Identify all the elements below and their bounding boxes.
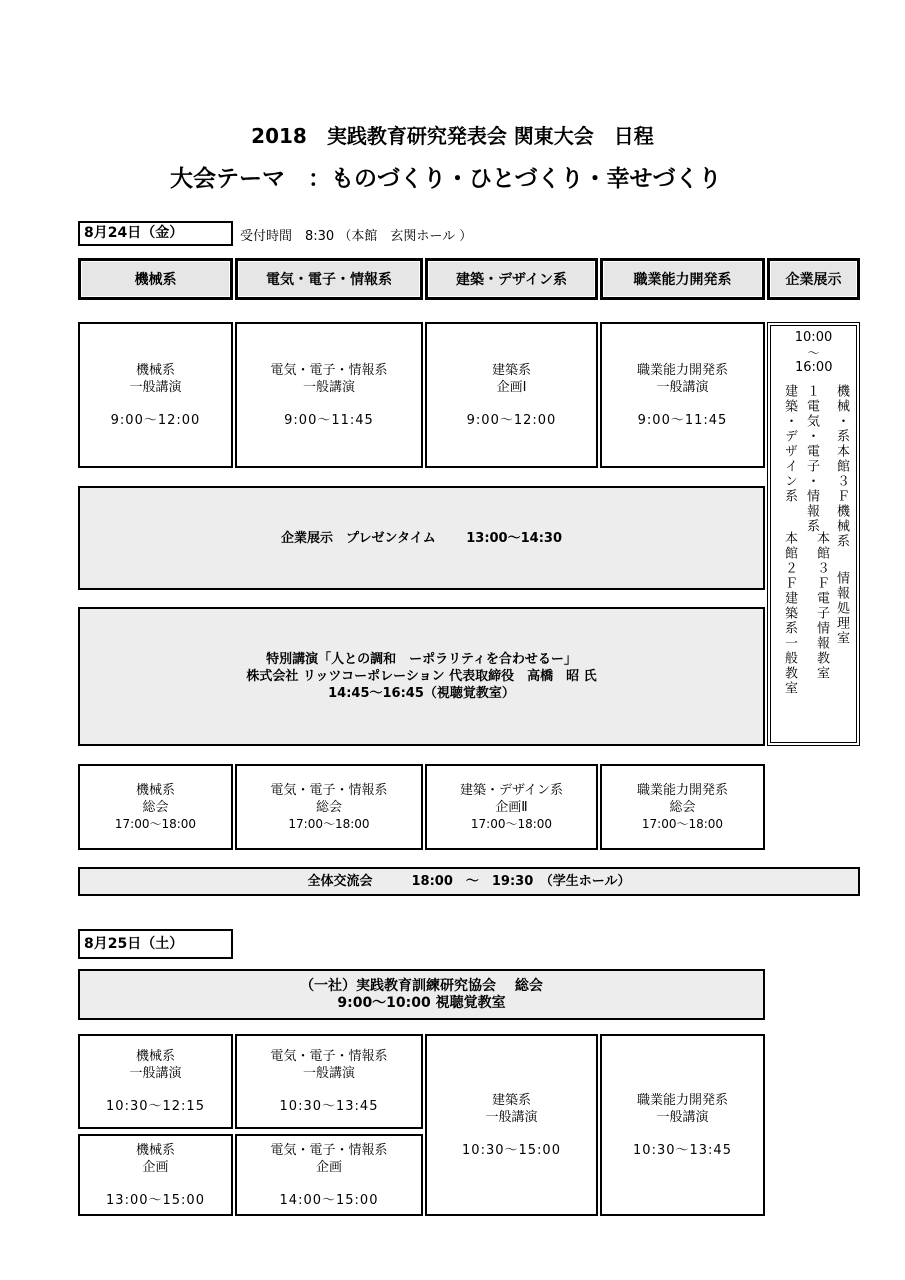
header-electrical: 電気・電子・情報系: [235, 258, 423, 300]
d2-session-arch-lecture: [425, 1034, 598, 1216]
session-time: 13:00～15:00: [106, 1192, 205, 1208]
meeting-voc: [600, 764, 765, 850]
meeting-time: 17:00～18:00: [470, 816, 553, 831]
day2-date: 8月25日（土）: [84, 936, 184, 952]
meeting-type: 総会: [315, 799, 342, 815]
exhibit-arch-room: 本館２Ｆ建築系一般教室: [782, 531, 797, 696]
session-label: 職業能力開発系: [636, 1092, 728, 1108]
session-mech-morning: [78, 322, 233, 468]
d2-session-mech-plan: [78, 1134, 233, 1216]
d2-session-elec-plan: [235, 1134, 423, 1216]
session-label: 電気・電子・情報系: [270, 1049, 388, 1064]
session-time: 9:00～11:45: [637, 412, 728, 428]
meeting-type: 総会: [142, 799, 169, 815]
d2-session-mech-lecture: [78, 1034, 233, 1129]
session-label: 機械系: [135, 1049, 175, 1064]
special-lecture-title: 特別講演「人との調和 ーポラリティを合わせるー」: [266, 652, 577, 667]
meeting-elec: [235, 764, 423, 850]
day1-date-box: [78, 221, 233, 246]
exhibit-box: [767, 322, 860, 746]
special-lecture-box: [78, 607, 765, 746]
exhibit-time-start: 10:00: [794, 330, 833, 345]
session-time: 9:00～12:00: [466, 412, 557, 428]
session-type: 一般講演: [129, 1066, 182, 1081]
session-label: 電気・電子・情報系: [270, 1142, 388, 1158]
meeting-arch: [425, 764, 598, 850]
day1-date: 8月24日（金）: [84, 225, 184, 241]
meeting-time: 17:00～18:00: [288, 816, 370, 831]
assembly-title: （一社）実践教育訓練研究協会 総会: [300, 977, 543, 994]
session-arch-morning: [425, 322, 598, 468]
session-type: 一般講演: [302, 379, 355, 395]
header-mechanical: 機械系: [78, 258, 233, 300]
meeting-time: 17:00～18:00: [641, 816, 724, 831]
assembly-box: [78, 969, 765, 1020]
d2-session-elec-lecture: [235, 1034, 423, 1129]
session-time: 9:00～12:00: [110, 412, 201, 428]
theme-title: 大会テーマ ：ものづくり・ひとづくり・幸せづくり: [170, 166, 722, 192]
session-type: 企画Ⅰ: [496, 379, 527, 395]
presentation-time-text: 企業展示 プレゼンタイム 13:00～14:30: [281, 530, 562, 546]
exhibit-mech-location: 機械・系本館３Ｆ機械系: [834, 384, 849, 549]
banquet-box: [78, 867, 860, 896]
assembly-time: 9:00～10:00 視聴覚教室: [337, 994, 506, 1011]
exhibit-time-end: 16:00: [795, 360, 833, 375]
meeting-type: 企画Ⅱ: [495, 799, 528, 815]
session-time: 10:30～13:45: [633, 1142, 732, 1158]
session-time: 10:30～15:00: [462, 1142, 561, 1158]
presentation-time-box: [78, 486, 765, 590]
session-voc-morning: [600, 322, 765, 468]
session-time: 9:00～11:45: [284, 412, 374, 428]
session-time: 10:30～13:45: [279, 1099, 379, 1114]
exhibit-mech-room: 情報処理室: [834, 571, 849, 646]
page-title: 2018 実践教育研究発表会 関東大会 日程: [251, 124, 654, 148]
exhibit-arch-location: 建築・デザイン系: [782, 384, 797, 504]
session-type: 一般講演: [485, 1109, 538, 1125]
day2-date-box: [78, 929, 233, 959]
header-architecture: 建築・デザイン系: [425, 258, 598, 300]
reception-text: 受付時間 8:30 （本館 玄関ホール ）: [240, 229, 473, 244]
session-type: 一般講演: [302, 1066, 355, 1081]
meeting-label: 機械系: [135, 782, 175, 798]
special-lecture-time: 14:45～16:45（視聴覚教室）: [328, 686, 515, 701]
meeting-type: 総会: [669, 799, 696, 815]
meeting-label: 職業能力開発系: [636, 782, 728, 798]
exhibit-elec-room: 本館３Ｆ電子情報教室: [814, 531, 829, 681]
session-label: 電気・電子・情報系: [270, 362, 388, 378]
header-exhibit: 企業展示: [767, 258, 860, 300]
session-label: 職業能力開発系: [636, 362, 728, 378]
meeting-time: 17:00～18:00: [114, 816, 197, 831]
banquet-text: 全体交流会 18:00 ～ 19:30 （学生ホール）: [307, 874, 631, 889]
special-lecture-speaker: 株式会社 リッツコーポレーション 代表取締役 高橋 昭 氏: [246, 669, 597, 684]
session-type: 企画: [142, 1159, 169, 1175]
session-label: 機械系: [135, 362, 175, 378]
session-type: 一般講演: [656, 379, 709, 395]
session-label: 建築系: [491, 362, 531, 378]
session-label: 建築系: [491, 1092, 531, 1108]
header-vocational: 職業能力開発系: [600, 258, 765, 300]
exhibit-elec-location: １電気・電子・情報系: [804, 384, 819, 534]
meeting-mech: [78, 764, 233, 850]
session-type: 企画: [315, 1159, 342, 1175]
exhibit-time-tilde: ～: [807, 346, 820, 360]
session-type: 一般講演: [656, 1109, 709, 1125]
session-elec-morning: [235, 322, 423, 468]
meeting-label: 建築・デザイン系: [459, 782, 564, 798]
session-label: 機械系: [135, 1142, 175, 1158]
meeting-label: 電気・電子・情報系: [270, 782, 388, 798]
session-time: 14:00～15:00: [279, 1192, 379, 1208]
d2-session-voc-lecture: [600, 1034, 765, 1216]
session-type: 一般講演: [129, 379, 182, 395]
session-time: 10:30～12:15: [106, 1099, 205, 1114]
